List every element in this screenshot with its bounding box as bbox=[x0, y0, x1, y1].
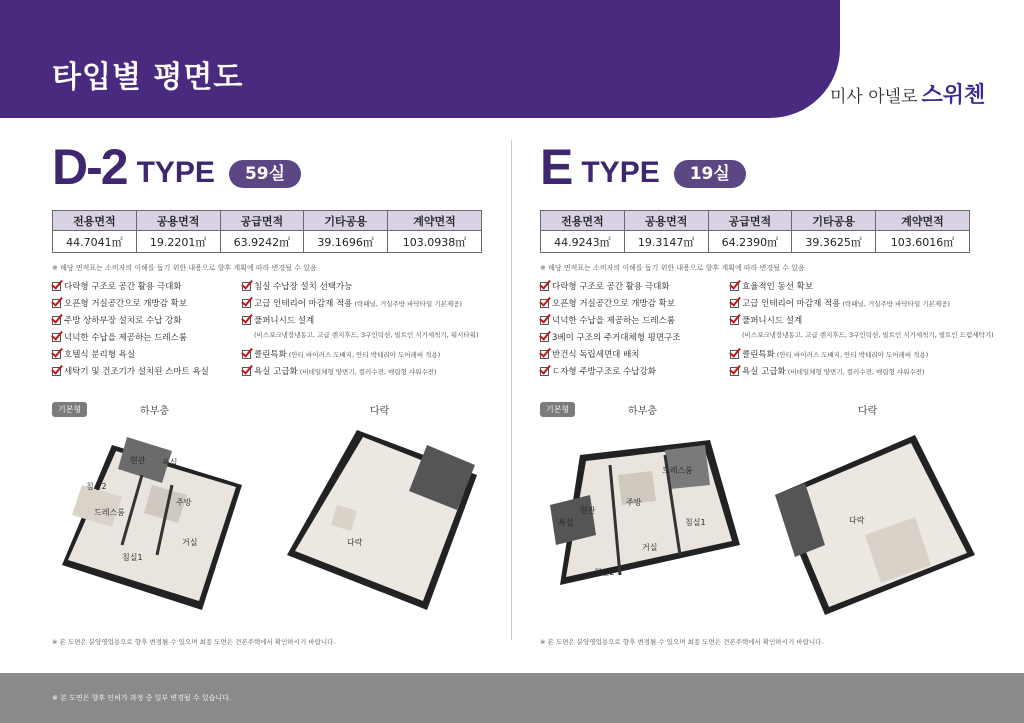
feature-note: (락패널, 거실주방 바닥타일 기본제공) bbox=[354, 299, 462, 308]
feature-text: ㄷ자형 주방구조로 수납강화 bbox=[552, 367, 656, 377]
room-label: 주방 bbox=[626, 498, 642, 507]
feature-item bbox=[242, 297, 462, 309]
type-code: E bbox=[540, 139, 572, 195]
area-table-header-row bbox=[541, 211, 970, 231]
area-value: 44.7041㎡ bbox=[53, 231, 137, 253]
feature-item bbox=[52, 348, 135, 360]
room-label: 다락 bbox=[347, 538, 363, 547]
lower-floor-label: 하부층 bbox=[628, 406, 657, 417]
check-icon bbox=[52, 282, 61, 291]
feature-item bbox=[540, 348, 640, 360]
brand-prefix: 미사 아넬로 bbox=[830, 87, 918, 107]
feature-text: 넉넉한 수납을 제공하는 드레스룸 bbox=[552, 316, 676, 326]
brand-logo bbox=[830, 78, 985, 109]
feature-text: 넉넉한 수납을 제공하는 드레스룸 bbox=[64, 333, 188, 343]
check-icon bbox=[730, 350, 739, 359]
feature-text: 오픈형 거실공간으로 개방감 확보 bbox=[64, 299, 188, 309]
feature-item bbox=[52, 314, 182, 326]
feature-item bbox=[540, 297, 675, 309]
area-value: 103.0938㎡ bbox=[388, 231, 482, 253]
room-label: 침실1 bbox=[122, 553, 143, 562]
plan-footnote: ※ 본 도면은 분양영업용으로 향후 변경될 수 있으며 최종 도면은 견본주택에서 확인하시기 바랍니다. bbox=[52, 638, 336, 646]
room-label: 욕실 bbox=[558, 518, 574, 527]
feature-item bbox=[52, 297, 187, 309]
feature-note: (안티 바이러스 도배지, 안티 박테리아 도어레버 적용) bbox=[288, 350, 441, 359]
feature-item bbox=[540, 365, 656, 377]
feature-text: 클린특화 bbox=[742, 350, 775, 360]
feature-text: 고급 인테리어 마감재 적용 bbox=[742, 299, 841, 309]
room-label: 현관 bbox=[580, 506, 596, 515]
loft-label: 다락 bbox=[858, 406, 878, 417]
check-icon bbox=[52, 316, 61, 325]
feature-text: 호텔식 분리형 욕실 bbox=[64, 350, 136, 360]
check-icon bbox=[540, 367, 549, 376]
area-value: 19.3147㎡ bbox=[624, 231, 708, 253]
area-header: 기타공용 bbox=[792, 211, 876, 231]
type-section-e bbox=[540, 139, 994, 660]
unit-count-badge: 19실 bbox=[674, 160, 746, 188]
room-label: 침실2 bbox=[86, 482, 107, 491]
area-note: ※ 해당 면적표는 소비자의 이해를 돕기 위한 내용으로 향후 계획에 따라 변경될 수 있음 bbox=[52, 264, 317, 272]
area-table bbox=[52, 210, 482, 253]
feature-item bbox=[730, 297, 950, 309]
area-value: 39.3625㎡ bbox=[792, 231, 876, 253]
room-label: 욕실 bbox=[162, 458, 178, 467]
check-icon bbox=[540, 299, 549, 308]
feature-item bbox=[730, 365, 925, 377]
check-icon bbox=[242, 350, 251, 359]
area-note: ※ 해당 면적표는 소비자의 이해를 돕기 위한 내용으로 향후 계획에 따라 변경될 수 있음 bbox=[540, 264, 805, 272]
feature-item bbox=[540, 280, 670, 292]
area-table-value-row bbox=[53, 231, 482, 253]
room-label: 현관 bbox=[130, 456, 146, 465]
check-icon bbox=[730, 367, 739, 376]
feature-text: 풀퍼니시드 설계 bbox=[254, 316, 315, 326]
feature-item bbox=[730, 348, 928, 360]
feature-note: (안티 바이러스 도배지, 안티 박테리아 도어레버 적용) bbox=[776, 350, 929, 359]
feature-text: 욕실 고급화 bbox=[254, 367, 298, 377]
check-icon bbox=[52, 350, 61, 359]
area-header: 공급면적 bbox=[220, 211, 304, 231]
check-icon bbox=[52, 367, 61, 376]
lower-floor-plan bbox=[52, 425, 252, 625]
type-section-d2 bbox=[52, 140, 502, 660]
check-icon bbox=[52, 299, 61, 308]
feature-list bbox=[52, 280, 492, 380]
unit-count-badge: 59실 bbox=[229, 160, 301, 188]
feature-item bbox=[242, 348, 440, 360]
area-header: 공급면적 bbox=[708, 211, 792, 231]
feature-text: 오픈형 거실공간으로 개방감 확보 bbox=[552, 299, 676, 309]
check-icon bbox=[730, 282, 739, 291]
area-value: 103.6016㎡ bbox=[876, 231, 970, 253]
feature-item bbox=[242, 314, 314, 326]
check-icon bbox=[540, 350, 549, 359]
feature-note: (비데일체형 양변기, 컬러수전, 매립형 샤워수전) bbox=[787, 367, 925, 376]
feature-text: 클린특화 bbox=[254, 350, 287, 360]
footer-band bbox=[0, 673, 1024, 723]
area-value: 64.2390㎡ bbox=[708, 231, 792, 253]
type-word: TYPE bbox=[581, 156, 660, 189]
feature-text: 다락형 구조로 공간 활용 극대화 bbox=[552, 282, 670, 292]
feature-text: 침실 수납장 설치 선택가능 bbox=[254, 282, 353, 292]
check-icon bbox=[730, 299, 739, 308]
feature-text: 고급 인테리어 마감재 적용 bbox=[254, 299, 353, 309]
area-table bbox=[540, 210, 970, 253]
room-label: 침실1 bbox=[685, 518, 706, 527]
feature-item bbox=[540, 331, 680, 343]
area-header: 계약면적 bbox=[388, 211, 482, 231]
type-heading bbox=[52, 139, 301, 195]
area-value: 44.9243㎡ bbox=[541, 231, 625, 253]
area-header: 전용면적 bbox=[53, 211, 137, 231]
room-label: 침실2 bbox=[594, 568, 615, 577]
feature-subnote: (비스포크냉장냉동고, 고급 렌지후드, 3구인덕션, 빌트인 식기세척기, 빌트인 드럼세탁기) bbox=[742, 331, 994, 339]
feature-text: 효율적인 동선 확보 bbox=[742, 282, 814, 292]
area-value: 39.1696㎡ bbox=[304, 231, 388, 253]
room-label: 거실 bbox=[182, 538, 198, 547]
footer-note: ※ 본 도면은 향후 인허가 과정 중 일부 변경될 수 있습니다. bbox=[52, 694, 232, 702]
feature-text: 반건식 독립세면대 배치 bbox=[552, 350, 640, 360]
area-header: 공용면적 bbox=[136, 211, 220, 231]
loft-floor-plan bbox=[765, 425, 980, 625]
area-header: 계약면적 bbox=[876, 211, 970, 231]
type-code: D-2 bbox=[52, 139, 127, 195]
feature-note: (비데일체형 양변기, 컬러수전, 매립형 샤워수전) bbox=[299, 367, 437, 376]
page-title: 타입별 평면도 bbox=[52, 60, 244, 95]
room-label: 거실 bbox=[642, 543, 658, 552]
area-table-value-row bbox=[541, 231, 970, 253]
room-label: 드레스룸 bbox=[662, 466, 693, 475]
area-table-header-row bbox=[53, 211, 482, 231]
lower-floor-label: 하부층 bbox=[140, 406, 169, 417]
feature-item bbox=[730, 314, 802, 326]
column-divider bbox=[511, 140, 512, 640]
feature-item bbox=[730, 280, 813, 292]
check-icon bbox=[242, 282, 251, 291]
check-icon bbox=[540, 282, 549, 291]
basic-type-tag: 기본형 bbox=[540, 402, 575, 417]
brand-name: 스위첸 bbox=[921, 83, 986, 108]
feature-item bbox=[52, 365, 209, 377]
feature-text: 욕실 고급화 bbox=[742, 367, 786, 377]
check-icon bbox=[242, 316, 251, 325]
feature-item bbox=[52, 280, 182, 292]
feature-item bbox=[52, 331, 187, 343]
area-value: 19.2201㎡ bbox=[136, 231, 220, 253]
feature-list bbox=[540, 280, 994, 380]
check-icon bbox=[540, 333, 549, 342]
area-header: 기타공용 bbox=[304, 211, 388, 231]
check-icon bbox=[540, 316, 549, 325]
type-heading bbox=[540, 139, 746, 195]
feature-text: 다락형 구조로 공간 활용 극대화 bbox=[64, 282, 182, 292]
feature-item bbox=[242, 365, 437, 377]
plan-footnote: ※ 본 도면은 분양영업용으로 향후 변경될 수 있으며 최종 도면은 견본주택에서 확인하시기 바랍니다. bbox=[540, 638, 824, 646]
area-header: 전용면적 bbox=[541, 211, 625, 231]
room-label: 주방 bbox=[176, 498, 192, 507]
header-band bbox=[0, 0, 840, 118]
basic-type-tag: 기본형 bbox=[52, 402, 87, 417]
room-label: 다락 bbox=[849, 516, 865, 525]
loft-label: 다락 bbox=[370, 406, 390, 417]
feature-item bbox=[540, 314, 675, 326]
loft-floor-plan bbox=[277, 425, 487, 625]
check-icon bbox=[242, 299, 251, 308]
feature-note: (락패널, 거실주방 바닥타일 기본제공) bbox=[842, 299, 950, 308]
feature-subnote: (비스포크냉장냉동고, 고급 렌지후드, 3구인덕션, 빌트인 식기세척기, 워시타워) bbox=[254, 331, 479, 339]
check-icon bbox=[242, 367, 251, 376]
feature-text: 풀퍼니시드 설계 bbox=[742, 316, 803, 326]
type-word: TYPE bbox=[136, 156, 215, 189]
feature-text: 세탁기 및 건조기가 설치된 스마트 욕실 bbox=[64, 367, 209, 377]
area-value: 63.9242㎡ bbox=[220, 231, 304, 253]
check-icon bbox=[730, 316, 739, 325]
room-label: 드레스룸 bbox=[94, 508, 125, 517]
lower-floor-plan bbox=[540, 425, 750, 625]
area-header: 공용면적 bbox=[624, 211, 708, 231]
feature-text: 주방 상하부장 설치로 수납 강화 bbox=[64, 316, 182, 326]
feature-item bbox=[242, 280, 352, 292]
check-icon bbox=[52, 333, 61, 342]
feature-text: 3베이 구조의 주거대체형 평면구조 bbox=[552, 333, 681, 343]
